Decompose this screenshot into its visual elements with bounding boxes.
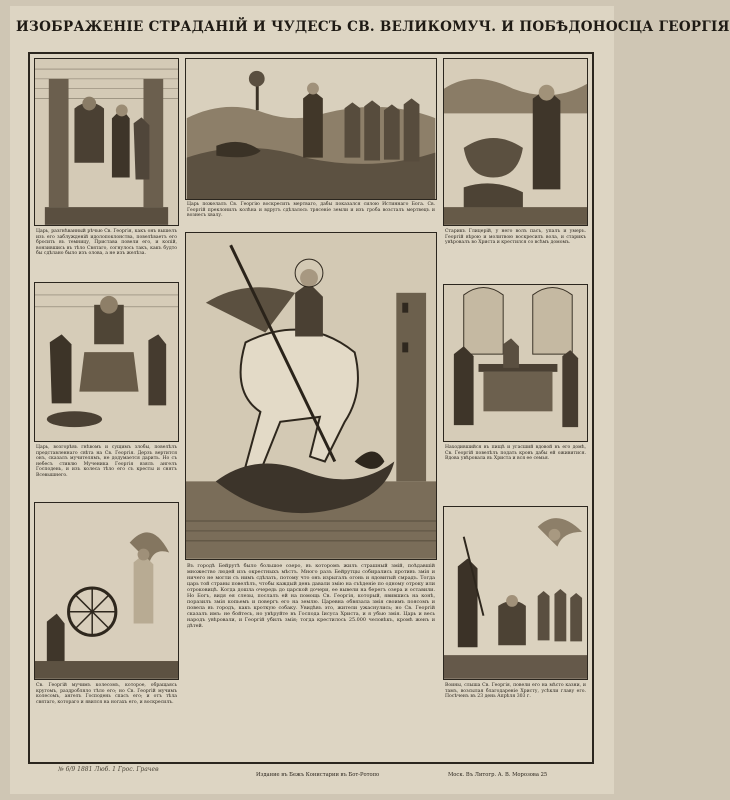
panel-left-3	[34, 502, 179, 680]
caption-center-bottom: Въ городѣ Бейрутѣ было большое озеро, въ которомъ жилъ страшный змій, поѣдавшій множество людей изъ окрестныхъ мѣстъ. Много разъ Бейрутцы собирались противъ змія и ничего не могли съ нимъ сдѣлать, потому что онъ изрыгалъ огонь и ядовитый смрадъ. Тогда царь той страны повелѣлъ, чтобы каждый день давали змію на съѣденіе по одному отроку или отроковицѣ. Когда дошла очередь до царской дочери, ее вывели на берегъ озера и оставили. Но Богъ, видя ея слезы, послалъ ей на помощь Св. Георгія, который, явившись на конѣ, поразилъ змія копьемъ и повергъ его на землю. Царевна обвязала змія своимъ поясомъ и повела въ городъ, какъ кроткую собаку. Увидѣвъ это, жители ужаснулись; но Св. Георгій сказалъ имъ: не бойтесь, но увѣруйте въ Господа Іисуса Христа, и я убью змія. Царь и весь народъ увѣровали, и Георгій убилъ змія; тогда крестилось 25.000 человѣкъ, кромѣ женъ и дѣтей.	[187, 563, 435, 629]
engraving-martyrdom-angel	[444, 507, 587, 679]
caption-right-3: Воины, слыша Св. Георгія, повели его на мѣсто казни, и тамъ, возсылая благодареніе Христу, усѣкли главу его. Посѣченъ въ 23 день Апрѣля 303 г.	[445, 683, 586, 700]
engraving-widow-house-table	[444, 285, 587, 441]
page-title: ИЗОБРАЖЕНІЕ СТРАДАНІЙ И ЧУДЕСЪ СВ. ВЕЛИКОМУЧ. И ПОБѢДОНОСЦА ГЕОРГІЯ	[16, 19, 730, 35]
panel-saint-george-dragon	[185, 232, 437, 560]
panel-right-3	[443, 506, 588, 680]
caption-left-2: Царь, возгорѣвъ гнѣвомъ и сущимъ злобы, повелѣлъ представленнаго свѣта на Св. Георгія. Дерзъ вертится онъ, сказалъ мучителямъ, не додумается дарить. Но съ небесъ стивлю Мученика Георгія взялъ ангелъ Господень, и изъ колеса тѣло его съ кресты и снятъ Всевышнего.	[36, 445, 177, 478]
engraving-resurrection-of-dead	[186, 59, 436, 199]
engraving-old-man-and-ox	[444, 59, 587, 225]
engraving-st-george-slaying-dragon	[186, 233, 436, 559]
engraving-wheel-and-angel	[35, 503, 178, 679]
engraving-king-and-guards	[35, 59, 178, 225]
censor-line: Издание въ Бежъ Конистарии въ Бот-Ротопо	[256, 772, 380, 778]
caption-top-center: Царь пожелалъ Св. Георгію воскресить мертваго, дабы показался силою Истиннаго Бога. Св. Георгій преклонилъ колѣна и вдругъ сдѣлалось трясеніе земли и изъ гроба возсталъ мертвецъ и вознесъ хвалу.	[187, 202, 435, 219]
panel-left-1	[34, 58, 179, 226]
handwritten-inventory-note: № 6/9 1881 Люб. 1 Грос. Грачев	[58, 766, 159, 773]
panel-right-1	[443, 58, 588, 226]
caption-left-3: Св. Георгій мучимъ колесомъ, которое, обращаясь кругомъ, раздробляло тѣло его; но Св. Георгій мучимъ колесомъ, ангелъ Господень спасъ его; и отъ тѣла святаго, котораго и явился на ногахъ его, и воскресилъ.	[36, 683, 177, 705]
panel-right-2	[443, 284, 588, 442]
caption-right-2: Находившийся въ пищѣ и угасший вдовой въ его домѣ, Св. Георгій повелѣлъ подать кровъ дабы ей оживитися. Вдова увѣровала въ Христа и вся ее семья.	[445, 445, 586, 462]
printer-line: Моск. Въ Литогр. А. В. Морозова 25	[448, 772, 548, 778]
caption-left-1: Царь, разгнѣванный рѣчью Св. Георгія, какъ онъ вышелъ изъ его заблужденій идолопоклонства, повелѣваетъ его бросить въ темницу, Пристава повели его, и копій, вонзившись въ тѣло Святаго, согнулось такъ, какъ будто бы сдѣлано было изъ олова, а не изъ желѣза.	[36, 229, 177, 257]
panel-top-center	[185, 58, 437, 200]
engraving-torture-scene	[35, 283, 178, 441]
caption-right-1: Старикъ Глицерій, у него волъ пасъ, упалъ и умеръ. Георгій вѣрою и молитвою воскресилъ вола, и старикъ увѣровалъ во Христа и крестился со всѣмъ домомъ.	[445, 229, 586, 246]
panel-left-2	[34, 282, 179, 442]
